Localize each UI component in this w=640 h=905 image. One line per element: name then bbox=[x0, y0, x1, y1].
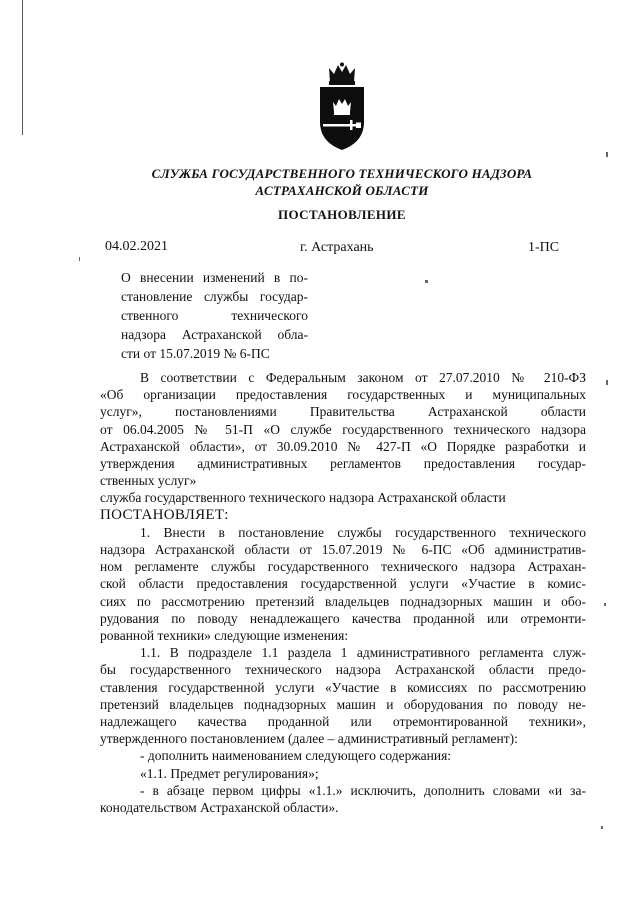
item1-line: 1. Внести в постановление службы государственного технического bbox=[140, 524, 586, 540]
astrakhan-coat-of-arms-icon bbox=[316, 62, 368, 152]
preamble-line: услуг», постановлениями Правительства Астраханской области bbox=[100, 404, 586, 420]
subject-line: надзора Астраханской обла- bbox=[121, 327, 308, 342]
subject-line: сти от 15.07.2019 № 6-ПС bbox=[121, 346, 270, 361]
quote-item: «1.1. Предмет регулирования»; bbox=[140, 765, 319, 781]
preamble-line: «Об организации предоставления государственных и муниципальных bbox=[100, 387, 586, 403]
item1-1-line: утвержденного постановлением (далее – административный регламент): bbox=[100, 731, 518, 747]
dash-item-1: - дополнить наименованием следующего содержания: bbox=[140, 748, 452, 764]
item1-1-line: бы государственного технического надзора Астраханской области предо- bbox=[100, 662, 586, 678]
scan-speck bbox=[79, 257, 80, 261]
preamble-line: ственных услуг» bbox=[100, 473, 197, 489]
authority-line: служба государственного технического надзора Астраханской области bbox=[100, 490, 506, 506]
scan-speck bbox=[604, 603, 606, 606]
organization-line-1: СЛУЖБА ГОСУДАРСТВЕННОГО ТЕХНИЧЕСКОГО НАДЗОРА bbox=[151, 166, 533, 181]
scan-speck bbox=[606, 380, 608, 385]
document-date: 04.02.2021 bbox=[105, 239, 168, 254]
document-subject bbox=[121, 268, 308, 363]
item1-line: ской области предоставления государственной услуги «Участие в комис- bbox=[100, 576, 586, 592]
subject-line: ственного технического bbox=[121, 308, 308, 323]
document-type: ПОСТАНОВЛЕНИЕ bbox=[277, 207, 407, 222]
document-number: 1-ПС bbox=[528, 240, 560, 255]
organization-line-2: АСТРАХАНСКОЙ ОБЛАСТИ bbox=[255, 183, 429, 198]
resolves-heading: ПОСТАНОВЛЯЕТ: bbox=[100, 506, 229, 523]
organization-title bbox=[100, 165, 584, 199]
preamble-line: В соответствии с Федеральным законом от 27.07.2010 № 210-ФЗ bbox=[140, 370, 586, 385]
scan-speck bbox=[425, 280, 428, 283]
item1-1-line: ставления государственной услуги «Участие в комиссиях по рассмотрению bbox=[100, 679, 586, 695]
item1-line: надзора Астраханской области от 15.07.2019 № 6-ПС «Об административ- bbox=[100, 542, 586, 558]
preamble-line: Астраханской области», от 30.09.2010 № 427-П «О Порядке разработки и bbox=[100, 438, 586, 454]
subject-line: О внесении изменений в по- bbox=[121, 270, 308, 285]
dash-item-2-line: - в абзаце первом цифры «1.1.» исключить, дополнить словами «и за- bbox=[140, 782, 586, 798]
item1-line: ном регламенте службы государственного технического надзора Астрахан- bbox=[100, 559, 586, 575]
item1-1-line: претензий владельцев поднадзорных машин и оборудования по поводу не- bbox=[100, 696, 586, 712]
scan-edge-line bbox=[22, 0, 23, 135]
preamble-line: от 06.04.2005 № 51-П «О службе государственного технического надзора bbox=[100, 421, 586, 437]
item1-line: рованной техники» следующие изменения: bbox=[100, 628, 349, 644]
document-city: г. Астрахань bbox=[300, 240, 374, 255]
subject-line: становление службы государ- bbox=[121, 289, 308, 304]
scan-speck bbox=[606, 152, 608, 157]
scan-speck bbox=[601, 826, 603, 829]
item1-line: сиях по рассмотрению претензий владельцев поднадзорных машин и обо- bbox=[100, 593, 586, 609]
document-body bbox=[100, 369, 586, 816]
item1-1-line: надлежащего качества проданной или отремонтированной техники», bbox=[100, 714, 586, 730]
item1-1-line: 1.1. В подразделе 1.1 раздела 1 административного регламента служ- bbox=[140, 645, 586, 661]
dash-item-2-line: конодательством Астраханской области». bbox=[100, 800, 339, 816]
preamble-line: утверждения административных регламентов предоставления государ- bbox=[100, 456, 586, 472]
item1-line: рудования по поводу ненадлежащего качества проданной или отремонти- bbox=[100, 610, 586, 626]
